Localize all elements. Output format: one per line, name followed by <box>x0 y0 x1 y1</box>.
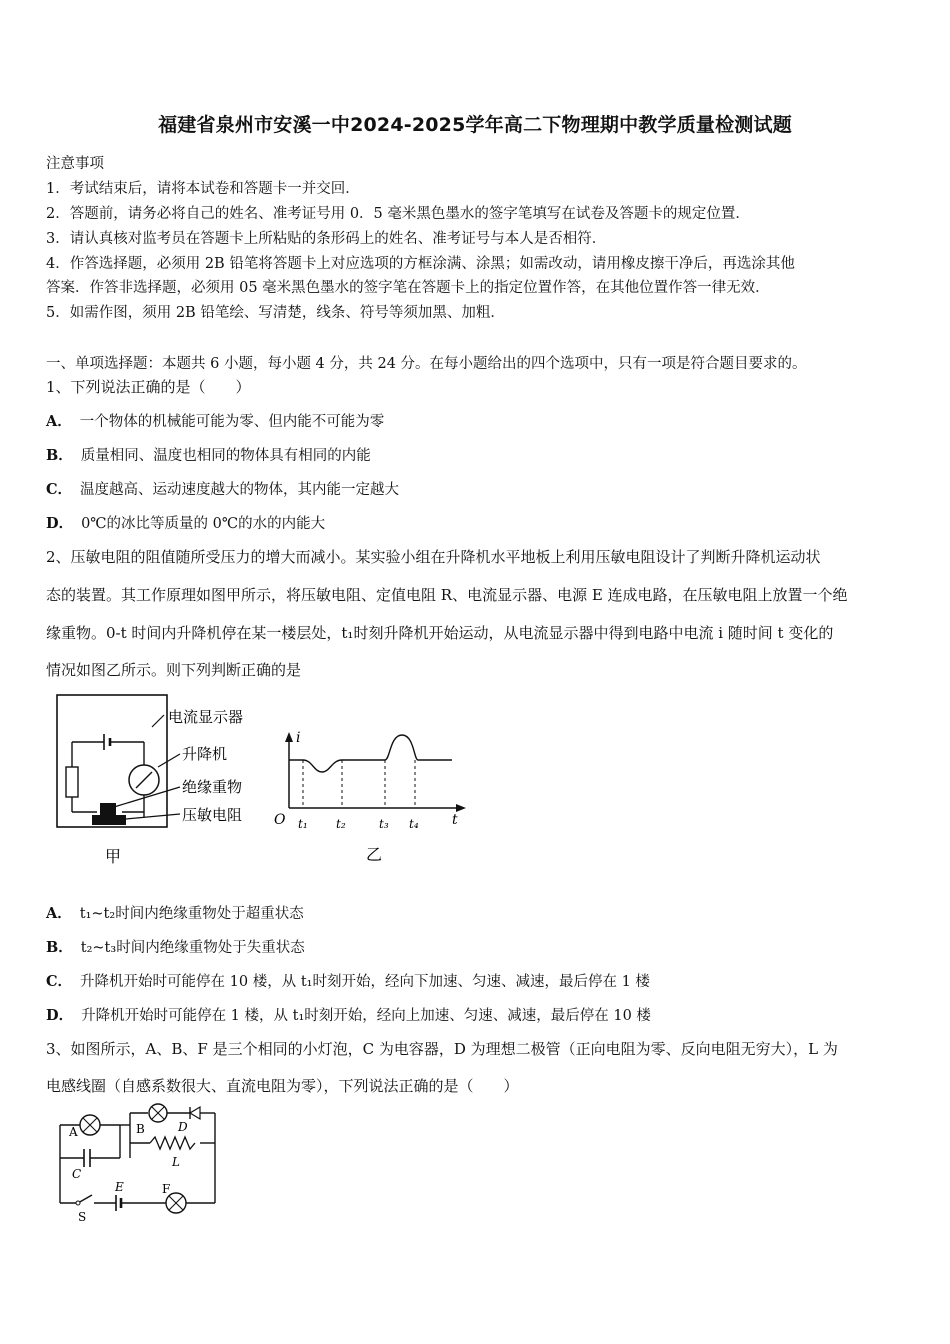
svg-text:i: i <box>296 730 301 746</box>
resistor-icon <box>66 767 78 797</box>
q1-stem: 1、下列说法正确的是（ ） <box>46 378 251 396</box>
notice-item: 2．答题前，请务必将自己的姓名、准考证号用 0．5 毫米黑色墨水的签字笔填写在试卷及答题卡的规定位置． <box>46 206 750 222</box>
weight-block <box>100 803 116 815</box>
svg-text:S: S <box>78 1210 87 1223</box>
svg-text:A: A <box>69 1125 78 1139</box>
figure-q3-circuit <box>50 1103 230 1223</box>
svg-text:F: F <box>162 1182 171 1196</box>
q1-option-c: C． 温度越高、运动速度越大的物体，其内能一定越大 <box>46 481 400 498</box>
q2-option-b: B． t₂~t₃时间内绝缘重物处于失重状态 <box>46 939 305 956</box>
q2-option-d: D． 升降机开始时可能停在 1 楼，从 t₁时刻开始，经向上加速、匀速、减速，最后停在 10 楼 <box>46 1007 651 1024</box>
q3-stem-line: 电感线圈（自感系数很大、直流电阻为零），下列说法正确的是（ ） <box>46 1077 519 1095</box>
svg-text:电流显示器: 电流显示器 <box>168 708 244 726</box>
notice-item: 4．作答选择题，必须用 2B 铅笔将答题卡上对应选项的方框涂满、涂黑；如需改动，请用橡皮擦干净后，再选涂其他 <box>46 256 795 272</box>
svg-text:O: O <box>274 812 286 828</box>
figure-yi <box>270 720 470 870</box>
q2-stem-line: 缘重物。0-t 时间内升降机停在某一楼层处，t₁时刻升降机开始运动，从电流显示器中得到电路中电流 i 随时间 t 变化的 <box>46 624 834 642</box>
svg-text:t₁: t₁ <box>298 817 308 831</box>
q2-option-a: A． t₁~t₂时间内绝缘重物处于超重状态 <box>46 905 304 922</box>
svg-text:压敏电阻: 压敏电阻 <box>182 806 243 824</box>
svg-text:E: E <box>115 1180 124 1194</box>
q2-option-c: C． 升降机开始时可能停在 10 楼，从 t₁时刻开始，经向下加速、匀速、减速，最后停在 1 楼 <box>46 973 650 990</box>
q2-stem-line: 2、压敏电阻的阻值随所受压力的增大而减小。某实验小组在升降机水平地板上利用压敏电阻设计了判断升降机运动状 <box>46 548 821 566</box>
inductor-icon <box>150 1137 195 1149</box>
q1-option-a: A． 一个物体的机械能可能为零、但内能不可能为零 <box>46 413 385 430</box>
diode-icon <box>190 1107 200 1119</box>
svg-text:t₄: t₄ <box>409 817 419 831</box>
notice-item: 3．请认真核对监考员在答题卡上所粘贴的条形码上的姓名、准考证号与本人是否相符． <box>46 231 607 247</box>
svg-text:升降机: 升降机 <box>182 745 228 763</box>
q2-stem-line: 态的装置。其工作原理如图甲所示，将压敏电阻、定值电阻 R、电流显示器、电源 E 连成电路，在压敏电阻上放置一个绝 <box>46 586 848 604</box>
current-curve <box>289 735 452 772</box>
svg-text:绝缘重物: 绝缘重物 <box>182 778 243 796</box>
notice-heading: 注意事项 <box>46 156 104 172</box>
section-heading: 一、单项选择题：本题共 6 小题，每小题 4 分，共 24 分。在每小题给出的四个选项中，只有一项是符合题目要求的。 <box>46 356 807 372</box>
svg-text:L: L <box>172 1155 180 1169</box>
q1-option-b: B． 质量相同、温度也相同的物体具有相同的内能 <box>46 447 371 464</box>
svg-text:D: D <box>178 1120 188 1134</box>
q1-option-d: D． 0℃的冰比等质量的 0℃的水的内能大 <box>46 515 326 532</box>
svg-text:乙: 乙 <box>366 845 383 864</box>
svg-text:t: t <box>452 812 458 828</box>
q2-stem-line: 情况如图乙所示。则下列判断正确的是 <box>46 661 302 679</box>
svg-text:C: C <box>72 1167 82 1181</box>
notice-item: 5．如需作图，须用 2B 铅笔绘、写清楚，线条、符号等须加黑、加粗． <box>46 305 505 321</box>
q3-stem-line: 3、如图所示，A、B、F 是三个相同的小灯泡，C 为电容器，D 为理想二极管（正向电阻为零、反向电阻无穷大），L 为 <box>46 1040 838 1058</box>
svg-text:t₃: t₃ <box>379 817 389 831</box>
page-title: 福建省泉州市安溪一中2024-2025学年高二下物理期中教学质量检测试题 <box>158 114 792 136</box>
figure-jia <box>52 692 267 872</box>
svg-text:甲: 甲 <box>105 847 122 866</box>
svg-text:B: B <box>136 1122 145 1136</box>
notice-item: 答案．作答非选择题，必须用 05 毫米黑色墨水的签字笔在答题卡上的指定位置作答，在其他位置作答一律无效． <box>46 280 770 296</box>
notice-item: 1．考试结束后，请将本试卷和答题卡一并交回． <box>46 181 360 197</box>
svg-text:t₂: t₂ <box>336 817 346 831</box>
pressure-resistor-block <box>92 815 126 825</box>
